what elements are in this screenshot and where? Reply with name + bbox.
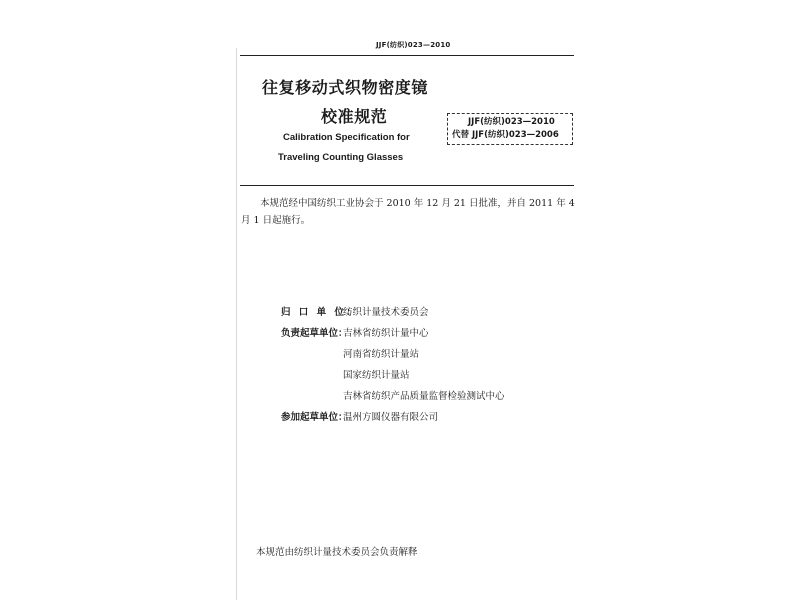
drafting-unit: 河南省纺织计量站 — [343, 349, 420, 360]
drafting-unit-label: 负责起草单位： — [281, 328, 348, 339]
title-cn-line2: 校准规范 — [321, 107, 388, 126]
approval-statement: 本规范经中国纺织工业协会于 2010 年 12 月 21 日批准，并自 2011 年 4 月 1 日起施行。 — [241, 198, 575, 226]
header-rule — [240, 55, 574, 56]
page-edge — [236, 48, 237, 600]
title-en-line2: Traveling Counting Glasses — [278, 152, 404, 163]
drafting-unit: 吉林省纺织产品质量监督检验测试中心 — [343, 391, 505, 402]
standard-replaces: 代替 JJF(纺织)023—2006 — [452, 130, 559, 140]
drafting-unit: 国家纺织计量站 — [343, 370, 410, 381]
header-standard-code: JJF(纺织)023—2010 — [376, 41, 451, 49]
title-cn-line1: 往复移动式织物密度镜 — [262, 78, 429, 97]
responsible-unit-label: 归 口 单 位： — [281, 307, 359, 318]
interpretation-note: 本规范由纺织计量技术委员会负责解释 — [256, 547, 418, 558]
participating-unit: 温州方圆仪器有限公司 — [343, 412, 439, 423]
standard-number-box — [447, 113, 573, 145]
standard-current: JJF(纺织)023—2010 — [468, 117, 555, 127]
section-rule — [240, 185, 574, 186]
responsible-unit: 纺织计量技术委员会 — [343, 307, 429, 318]
drafting-unit: 吉林省纺织计量中心 — [343, 328, 429, 339]
participating-unit-label: 参加起草单位： — [281, 412, 348, 423]
title-en-line1: Calibration Specification for — [283, 132, 410, 143]
